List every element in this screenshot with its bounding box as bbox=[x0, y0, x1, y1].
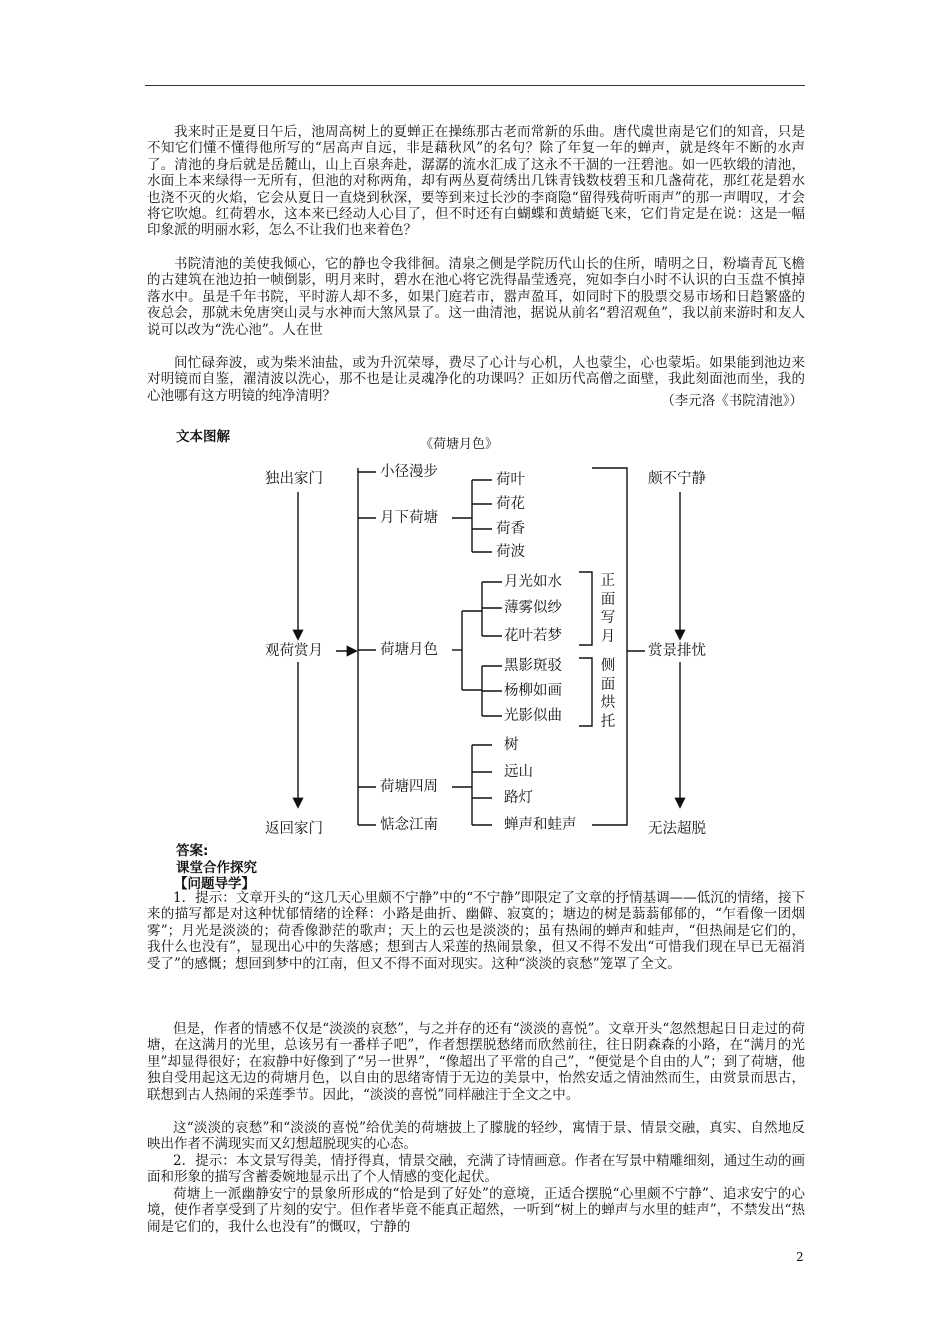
leaf-trees: 树 bbox=[504, 737, 519, 753]
coop-title: 课堂合作探究 bbox=[176, 860, 257, 876]
left-top-label: 独出家门 bbox=[265, 471, 323, 487]
leaf-street-lamp: 路灯 bbox=[504, 790, 533, 806]
answer-1-part-b: 但是，作者的情感不仅是“淡淡的哀愁”，与之并存的还有“淡淡的喜悦”。文章开头“忽然想起日日走过的荷塘，在这满月的光里，总该另有一番样子吧”，作者想摆脱愁绪而欣然前往，往日阴森森的小路，在“满月的光里”却显得很好；在寂静中好像到了“另一世界”，“像超出了平常的自己”，“便觉是个自由的人”；到了荷塘，他独自受用起这无边的荷塘月色，以自由的思绪寄情于无边的美景中，怡然安适之情油然而生，由赏景而思古，联想到古人热闹的采莲季节。因此，“淡淡的喜悦”同样融注于全文之中。 bbox=[147, 1021, 805, 1103]
bracket-side-contrast: 侧面烘托 bbox=[600, 658, 616, 730]
essay-paragraph-2: 书院清池的美使我倾心，它的静也令我徘徊。清泉之侧是学院历代山长的住所，晴明之日，粉墙青瓦飞檐的古建筑在池边拍一帧倒影，明月来时，碧水在池心将它洗得晶莹透亮，宛如李白小时不认识的白玉盘不慎掉落水中。虽是千年书院，平时游人却不多，如果门庭若市，嚣声盈耳，如同时下的股票交易市场和日趋繁盛的夜总会，那就未免唐突山灵与水神而大煞风景了。这一曲清池，据说从前名“碧沼观鱼”，我以前来游时和友人说可以改为“洗心池”。人在世 bbox=[147, 256, 805, 338]
leaf-cicada-frog: 蝉声和蛙声 bbox=[504, 817, 577, 833]
answer-2-part-a: 2．提示：本文景写得美，情抒得真，情景交融，充满了诗情画意。作者在写景中精雕细刻，通过生动的画面和形象的描写含蓄委婉地显示出了个人情感的变化起伏。 bbox=[147, 1153, 805, 1186]
node-path-walk: 小径漫步 bbox=[380, 464, 438, 480]
answer-2-part-b: 荷塘上一派幽静安宁的景象所形成的“恰是到了好处”的意境，正适合摆脱“心里颇不宁静”、追求安宁的心境，使作者享受到了片刻的安宁。但作者毕竟不能真正超然，一听到“树上的蝉声与水里的蛙声”，不禁发出“热闹是它们的，我什么也没有”的慨叹，宁静的 bbox=[147, 1186, 805, 1235]
leaf-lotus-fragrance: 荷香 bbox=[496, 521, 525, 537]
node-pond-surroundings: 荷塘四周 bbox=[380, 779, 438, 795]
bracket-direct-moon: 正面写月 bbox=[600, 573, 616, 645]
leaf-light-shadow: 光影似曲 bbox=[504, 708, 562, 724]
essay-source: （李元洛《书院清池》） bbox=[661, 393, 803, 409]
leaf-far-hills: 远山 bbox=[504, 764, 533, 780]
leaf-moonlight-water: 月光如水 bbox=[504, 574, 562, 590]
answer-1-part-c: 这“淡淡的哀愁”和“淡淡的喜悦”给优美的荷塘披上了朦胧的轻纱，寓情于景、情景交融，真实、自然地反映出作者不满现实而又幻想超脱现实的心态。 bbox=[147, 1120, 805, 1153]
node-moonlight-pond: 荷塘月色 bbox=[380, 642, 438, 658]
leaf-lotus-leaf: 荷叶 bbox=[496, 472, 525, 488]
leaf-willows: 杨柳如画 bbox=[504, 683, 562, 699]
node-pond-under-moon: 月下荷塘 bbox=[380, 510, 438, 526]
page-number: 2 bbox=[796, 1250, 804, 1264]
essay-paragraph-1: 我来时正是夏日午后，池周高树上的夏蝉正在操练那古老而常新的乐曲。唐代虞世南是它们的知音，只是不知它们懂不懂得他所写的“居高声自远，非是藉秋风”的名句？除了年复一年的蝉声，就是终年不断的水声了。清池的身后就是岳麓山，山上百泉奔赴，潺潺的流水汇成了这永不干涸的一汪碧池。如一匹软缎的清池，水面上本来绿得一无所有，但池的对称两角，却有两丛夏荷绣出几铢青钱数枝碧玉和几盏荷花，那红花是碧水也浇不灭的火焰，它会从夏日一直烧到秋深，要等到来过长沙的李商隐“留得残荷听雨声”的那一声喟叹，才会将它吹熄。红荷碧水，这本来已经动人心目了，但不时还有白蝴蝶和黄蜻蜓飞来，它们肯定是在说：这是一幅印象派的明丽水彩，怎么不让我们也来着色？ bbox=[147, 124, 805, 239]
right-bottom-label: 无法超脱 bbox=[648, 821, 706, 837]
essay-paragraph-3: 间忙碌奔波，或为柴米油盐，或为升沉荣辱，费尽了心计与心机，人也蒙尘，心也蒙垢。如果能到池边来对明镜而自鉴，濯清波以洗心，那不也是让灵魂净化的功课吗？正如历代高僧之面壁，我此刻面池而坐，我的心池哪有这方明镜的纯净清明？ bbox=[147, 355, 805, 404]
leaf-mist-gauze: 薄雾似纱 bbox=[504, 600, 562, 616]
right-top-label: 颇不宁静 bbox=[648, 471, 706, 487]
leaf-leaves-dream: 花叶若梦 bbox=[504, 628, 562, 644]
left-middle-label: 观荷赏月 bbox=[265, 643, 323, 659]
section-title: 文本图解 bbox=[176, 429, 230, 445]
diagram-title: 《荷塘月色》 bbox=[420, 437, 499, 452]
leaf-shadows: 黑影斑驳 bbox=[504, 658, 562, 674]
right-middle-label: 赏景排忧 bbox=[648, 643, 706, 659]
left-bottom-label: 返回家门 bbox=[265, 821, 323, 837]
leaf-lotus-flower: 荷花 bbox=[496, 496, 525, 512]
leaf-lotus-wave: 荷波 bbox=[496, 544, 525, 560]
text-diagram bbox=[240, 437, 740, 845]
header-rule bbox=[145, 85, 805, 86]
answer-1-part-a: 1．提示：文章开头的“这几天心里颇不宁静”中的“不宁静”即限定了文章的抒情基调——低沉的情绪，接下来的描写都是对这种忧郁情绪的诠释：小路是曲折、幽僻、寂寞的；塘边的树是蓊蓊郁郁的，“乍看像一团烟雾”；月光是淡淡的；荷香像渺茫的歌声；天上的云也是淡淡的；虽有热闹的蝉声和蛙声，“但热闹是它们的，我什么也没有”，显现出心中的失落感；想到古人采莲的热闹景象，但又不得不发出“可惜我们现在早已无福消受了”的感慨；想回到梦中的江南，但又不得不面对现实。这种“淡淡的哀愁”笼罩了全文。 bbox=[147, 890, 805, 972]
node-miss-jiangnan: 惦念江南 bbox=[380, 817, 438, 833]
guide-title: 【问题导学】 bbox=[174, 876, 255, 892]
answer-label: 答案: bbox=[176, 843, 209, 859]
